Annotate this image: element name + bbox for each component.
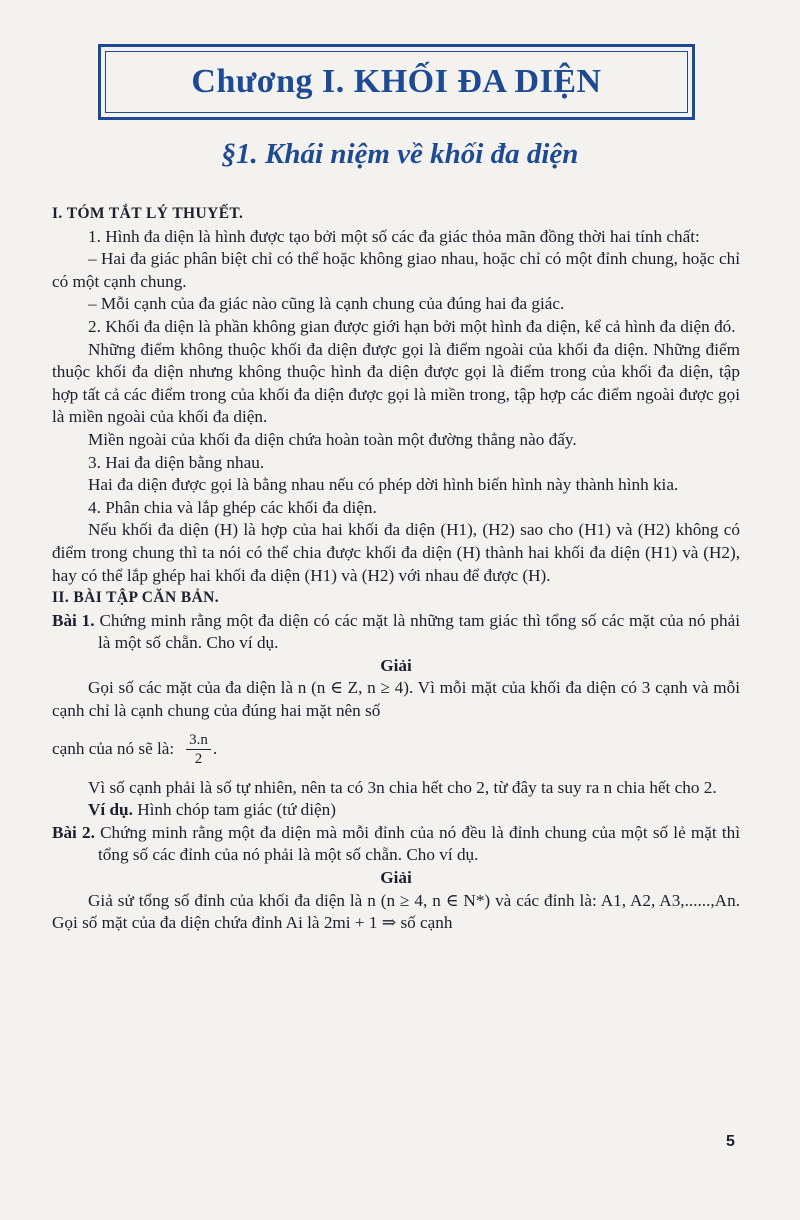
fraction-denominator: 2 [194,751,203,768]
chapter-title-box [98,44,695,120]
theory-item-3: 3. Hai đa diện bằng nhau. [88,452,265,472]
theory-heading: I. TÓM TẮT LÝ THUYẾT. [52,205,244,222]
fraction-numerator: 3.n [186,731,211,750]
exercise-2-text: Chứng minh rằng một đa diện mà mỗi đỉnh của nó đều là đỉnh chung của một số lẻ mặt thì tổng số các đỉnh của nó phải là một số chẵn. Cho ví dụ. [98,822,740,865]
theory-item-4: 4. Phân chia và lắp ghép các khối đa diện. [88,497,377,517]
solution-2-heading: Giải [380,868,412,888]
exercise-1-label: Bài 1. [52,610,95,630]
theory-item-2: 2. Khối đa diện là phần không gian được giới hạn bởi một hình đa diện, kể cả hình đa diện đó. [88,316,736,336]
exercises-heading: II. BÀI TẬP CĂN BẢN. [52,589,220,607]
section-title: §1. Khái niệm về khối đa diện [221,138,579,170]
page-number: 5 [726,1133,735,1150]
theory-item-1: 1. Hình đa diện là hình được tạo bởi một số các đa giác thỏa mãn đồng thời hai tính chất: [88,226,700,246]
exercise-1 [52,610,740,655]
theory-item-3-para: Hai đa diện được gọi là bằng nhau nếu có phép dời hình biến hình này thành hình kia. [88,475,679,495]
theory-item-2-para-b: Miền ngoài của khối đa diện chứa hoàn toàn một đường thẳng nào đấy. [88,429,577,449]
theory-item-1-bullet-b: – Mỗi cạnh của đa giác nào cũng là cạnh chung của đúng hai đa giác. [88,294,565,314]
solution-1-para-c: Vì số cạnh phải là số tự nhiên, nên ta có 3n chia hết cho 2, từ đây ta suy ra n chia hết cho 2. [88,777,717,797]
exercise-2 [52,822,740,867]
solution-1-fraction-line: cạnh của nó sẽ là: $\frac{3.n}{2}$ . [52,732,218,768]
chapter-title: Chương I. KHỐI ĐA DIỆN [191,63,602,100]
solution-1-heading: Giải [380,655,412,675]
solution-2-para-a: Giả sử tổng số đỉnh của khối đa diện là n (n ≥ 4, n ∈ N*) và các đỉnh là: A1, A2, A3,......,An. Gọi số mặt của đa diện chứa đỉnh Ai là 2mi + 1 ⇒ số cạnh [52,890,740,933]
solution-1-para-b: cạnh của nó sẽ là: [52,739,175,759]
theory-item-1-bullet-a: – Hai đa giác phân biệt chỉ có thể hoặc không giao nhau, hoặc chỉ có một đỉnh chung, hoặc chỉ có một cạnh chung. [52,249,740,291]
example-label: Ví dụ. [88,800,133,820]
theory-item-4-para: Nếu khối đa diện (H) là hợp của hai khối đa diện (H1), (H2) sao cho (H1) và (H2) không có điểm trong chung thì ta nói có thể chia được khối đa diện (H) thành hai khối đa diện (H1) và (H2), hay có thể lắp ghép hai khối đa diện (H1) và (H2) với nhau để được (H). [52,520,740,585]
solution-1-para-a: Gọi số các mặt của đa diện là n (n ∈ Z, n ≥ 4). Vì mỗi mặt của khối đa diện có 3 cạnh và mỗi cạnh chỉ là cạnh chung của đúng hai mặt nên số [52,678,740,721]
body-text [52,203,740,935]
example-line [52,799,740,822]
theory-item-2-para-a: Những điểm không thuộc khối đa diện được gọi là điểm ngoài của khối đa diện. Những điểm thuộc khối đa diện nhưng không thuộc hình đa diện được gọi là điểm trong của khối đa diện, tập hợp tất cả các điểm trong của khối đa diện được gọi là miền trong, tập hợp các điểm ngoài được gọi là miền ngoài của khối đa diện. [52,339,740,427]
exercise-1-text: Chứng minh rằng một đa diện có các mặt là những tam giác thì tổng số các mặt của nó phải là một số chẵn. Cho ví dụ. [98,610,740,653]
example-text: Hình chóp tam giác (tứ diện) [137,800,337,820]
fraction-3n-over-2 [186,731,211,768]
exercise-2-label: Bài 2. [52,822,95,842]
